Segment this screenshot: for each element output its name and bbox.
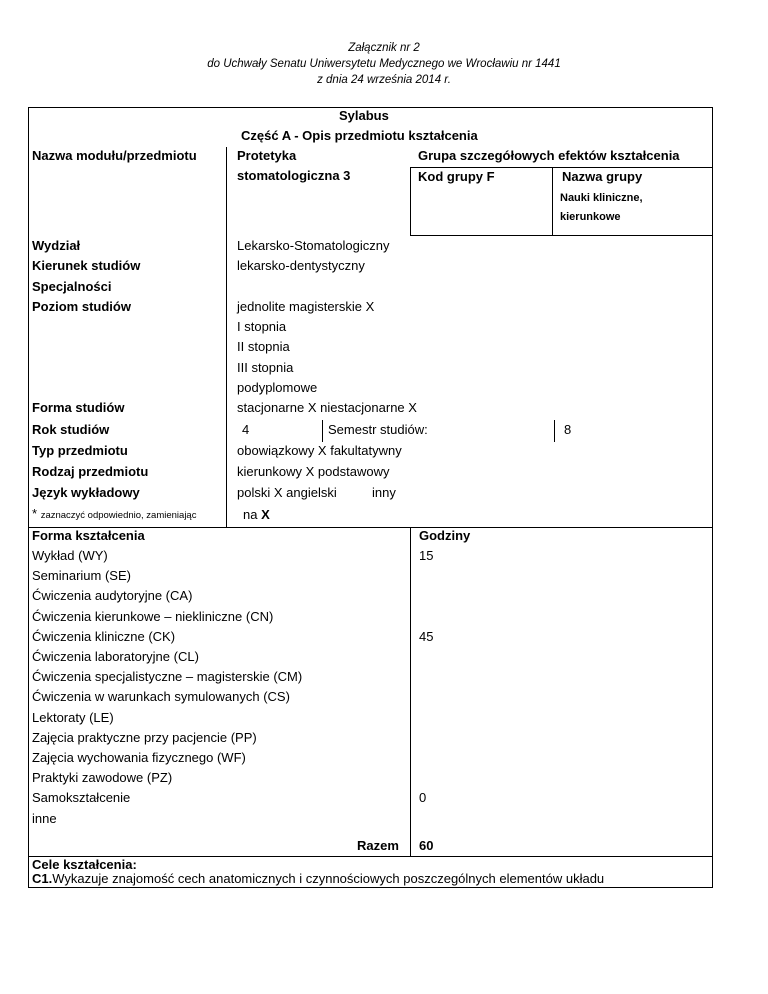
semester-value: 8	[564, 422, 572, 437]
module-value-line1: Protetyka	[237, 148, 297, 163]
note-na: na	[243, 507, 258, 522]
level-label: Poziom studiów	[32, 299, 131, 314]
resolution-line: do Uchwały Senatu Uniwersytetu Medycznego we Wrocławiu nr 1441	[207, 58, 561, 70]
hours-row-label: Zajęcia wychowania fizycznego (WF)	[32, 750, 246, 765]
total-label: Razem	[357, 838, 399, 853]
hours-row-label: Zajęcia praktyczne przy pacjencie (PP)	[32, 730, 257, 745]
group-name-value-line2: kierunkowe	[560, 211, 621, 223]
module-label: Nazwa modułu/przedmiotu	[32, 148, 197, 163]
note-text: zaznaczyć odpowiednio, zamieniając	[40, 510, 197, 521]
hours-form-header: Forma kształcenia	[32, 528, 145, 543]
type-value: obowiązkowy X fakultatywny	[237, 443, 402, 458]
major-label: Kierunek studiów	[32, 258, 141, 273]
hours-row-value: 0	[419, 790, 427, 805]
language-other: inny	[372, 485, 396, 500]
resolution-date: z dnia 24 września 2014 r.	[317, 74, 451, 86]
specialty-label: Specjalności	[32, 279, 112, 294]
hours-row-label: Lektoraty (LE)	[32, 710, 114, 725]
group-name-value-line1: Nauki kliniczne,	[560, 192, 643, 204]
hours-row-label: Ćwiczenia laboratoryjne (CL)	[32, 649, 199, 664]
faculty-value: Lekarsko-Stomatologiczny	[237, 238, 390, 253]
hours-row-label: Ćwiczenia kliniczne (CK)	[32, 629, 176, 644]
level-option: podyplomowe	[237, 380, 318, 395]
hours-row-value: 15	[419, 548, 434, 563]
faculty-label: Wydział	[32, 238, 81, 253]
total-value: 60	[419, 838, 434, 853]
goals-header: Cele kształcenia:	[32, 857, 137, 872]
language-label: Język wykładowy	[32, 485, 140, 500]
language-value: polski X angielski	[237, 485, 337, 500]
goal-c1-code: C1.	[32, 871, 53, 886]
hours-header: Godziny	[419, 528, 471, 543]
kind-label: Rodzaj przedmiotu	[32, 464, 149, 479]
goal-c1-text: Wykazuje znajomość cech anatomicznych i czynnościowych poszczególnych elementów układu	[52, 871, 605, 886]
part-a-title: Część A - Opis przedmiotu kształcenia	[241, 128, 478, 143]
semester-label: Semestr studiów:	[328, 422, 428, 437]
note	[32, 506, 196, 524]
level-option: III stopnia	[237, 360, 294, 375]
form-label: Forma studiów	[32, 400, 125, 415]
syllabus-title: Sylabus	[339, 108, 389, 123]
type-label: Typ przedmiotu	[32, 443, 128, 458]
hours-row-label: Ćwiczenia w warunkach symulowanych (CS)	[32, 689, 290, 704]
hours-row-label: Seminarium (SE)	[32, 568, 131, 583]
level-option: jednolite magisterskie X	[237, 299, 375, 314]
group-name-label: Nazwa grupy	[562, 169, 643, 184]
hours-row-label: Wykład (WY)	[32, 548, 108, 563]
note-x: X	[261, 507, 270, 522]
hours-row-value: 45	[419, 629, 434, 644]
note-suffix	[243, 507, 270, 523]
group-code-label: Kod grupy F	[418, 169, 495, 184]
major-value: lekarsko-dentystyczny	[237, 258, 365, 273]
hours-row-label: Samokształcenie	[32, 790, 131, 805]
level-option: I stopnia	[237, 319, 287, 334]
kind-value: kierunkowy X podstawowy	[237, 464, 390, 479]
annex-number: Załącznik nr 2	[348, 42, 420, 54]
hours-row-label: Ćwiczenia audytoryjne (CA)	[32, 588, 193, 603]
hours-row-label: Ćwiczenia kierunkowe – niekliniczne (CN)	[32, 609, 274, 624]
year-value: 4	[242, 422, 250, 437]
hours-row-label: Ćwiczenia specjalistyczne – magisterskie (CM)	[32, 669, 303, 684]
module-value-line2: stomatologiczna 3	[237, 168, 351, 183]
hours-row-label: inne	[32, 811, 57, 826]
goal-c1	[32, 871, 604, 887]
form-value: stacjonarne X niestacjonarne X	[237, 400, 417, 415]
year-label: Rok studiów	[32, 422, 110, 437]
note-star: *	[32, 506, 38, 521]
hours-row-label: Praktyki zawodowe (PZ)	[32, 770, 173, 785]
level-option: II stopnia	[237, 339, 290, 354]
group-effects-label: Grupa szczegółowych efektów kształcenia	[418, 148, 680, 163]
